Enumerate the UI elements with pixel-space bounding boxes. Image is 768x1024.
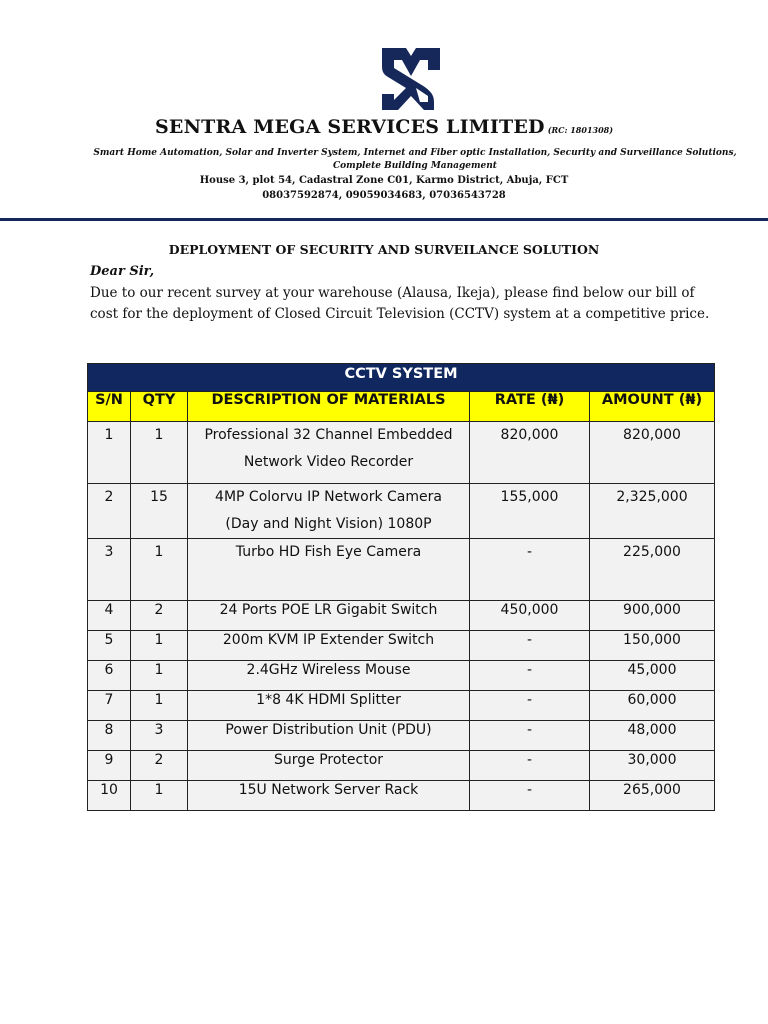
cell-qty: 1: [131, 781, 188, 811]
column-header-qty: QTY: [131, 392, 188, 422]
table-row: [88, 691, 715, 721]
cell-description: [188, 484, 470, 539]
cell-rate: -: [470, 661, 590, 691]
description-line: Turbo HD Fish Eye Camera: [235, 544, 422, 560]
table-row: [88, 781, 715, 811]
cell-amount: 30,000: [590, 751, 715, 781]
cell-amount: 265,000: [590, 781, 715, 811]
description-line: 4MP Colorvu IP Network Camera: [215, 489, 442, 505]
cell-sn: 9: [88, 751, 131, 781]
cell-qty: 1: [131, 661, 188, 691]
cell-amount: 225,000: [590, 539, 715, 601]
column-header-amount: AMOUNT (₦): [590, 392, 715, 422]
cell-rate: -: [470, 631, 590, 661]
cell-rate: 820,000: [470, 422, 590, 484]
cell-description: 1*8 4K HDMI Splitter: [188, 691, 470, 721]
letter-body-line: Due to our recent survey at your warehouse (Alausa, Ikeja), please find below our bill of: [90, 285, 695, 301]
cell-rate: -: [470, 721, 590, 751]
company-phones: 08037592874, 09059034683, 07036543728: [262, 190, 506, 201]
cell-description: 15U Network Server Rack: [188, 781, 470, 811]
description-line: (Day and Night Vision) 1080P: [225, 516, 432, 532]
sm-monogram-logo-icon: [376, 44, 446, 114]
table-row: [88, 631, 715, 661]
cell-description: 2.4GHz Wireless Mouse: [188, 661, 470, 691]
cell-amount: 820,000: [590, 422, 715, 484]
salutation: Dear Sir,: [90, 264, 155, 279]
bill-of-cost-table: [87, 363, 715, 811]
cell-qty: 15: [131, 484, 188, 539]
cell-sn: 6: [88, 661, 131, 691]
cell-qty: 2: [131, 601, 188, 631]
cell-description: [188, 539, 470, 601]
company-header: [0, 116, 768, 138]
description-line: Professional 32 Channel Embedded: [204, 427, 453, 443]
company-tagline: Smart Home Automation, Solar and Inverter System, Internet and Fiber optic Installation, Security and Surveillance Solutions, Complete Building Management: [93, 148, 737, 171]
table-title: CCTV SYSTEM: [88, 364, 715, 392]
cell-qty: 1: [131, 539, 188, 601]
cell-description: Power Distribution Unit (PDU): [188, 721, 470, 751]
company-name: SENTRA MEGA SERVICES LIMITED: [155, 116, 545, 138]
cell-description: Surge Protector: [188, 751, 470, 781]
table-title-row: [88, 364, 715, 392]
cell-sn: 3: [88, 539, 131, 601]
cell-amount: 60,000: [590, 691, 715, 721]
cell-rate: 450,000: [470, 601, 590, 631]
letter-body: [90, 283, 710, 325]
cell-sn: 1: [88, 422, 131, 484]
rc-number: (RC: 1801308): [547, 125, 613, 135]
table-row: [88, 601, 715, 631]
letterhead-divider: [0, 218, 768, 221]
cell-qty: 1: [131, 631, 188, 661]
cell-qty: 2: [131, 751, 188, 781]
table-row: [88, 484, 715, 539]
cell-rate: -: [470, 691, 590, 721]
table-row: [88, 539, 715, 601]
letter-body-line: cost for the deployment of Closed Circuit Television (CCTV) system at a competitive price.: [90, 306, 710, 322]
column-header-description: DESCRIPTION OF MATERIALS: [188, 392, 470, 422]
column-header-sn: S/N: [88, 392, 131, 422]
cell-rate: -: [470, 539, 590, 601]
cell-description: 200m KVM IP Extender Switch: [188, 631, 470, 661]
cell-description: [188, 422, 470, 484]
cell-qty: 1: [131, 691, 188, 721]
cell-sn: 10: [88, 781, 131, 811]
table-row: [88, 721, 715, 751]
company-address: House 3, plot 54, Cadastral Zone C01, Karmo District, Abuja, FCT: [199, 175, 569, 186]
cell-sn: 7: [88, 691, 131, 721]
cell-sn: 8: [88, 721, 131, 751]
column-header-rate: RATE (₦): [470, 392, 590, 422]
table-row: [88, 751, 715, 781]
letter-subject: DEPLOYMENT OF SECURITY AND SURVEILANCE SOLUTION: [168, 242, 600, 257]
cell-amount: 45,000: [590, 661, 715, 691]
table-row: [88, 661, 715, 691]
cell-sn: 5: [88, 631, 131, 661]
cell-rate: -: [470, 781, 590, 811]
cell-sn: 2: [88, 484, 131, 539]
cell-amount: 900,000: [590, 601, 715, 631]
cell-description: 24 Ports POE LR Gigabit Switch: [188, 601, 470, 631]
cell-rate: 155,000: [470, 484, 590, 539]
cell-amount: 48,000: [590, 721, 715, 751]
cell-qty: 3: [131, 721, 188, 751]
table-header-row: [88, 392, 715, 422]
cell-qty: 1: [131, 422, 188, 484]
cell-sn: 4: [88, 601, 131, 631]
description-line: Network Video Recorder: [243, 454, 414, 470]
cell-amount: 2,325,000: [590, 484, 715, 539]
table-row: [88, 422, 715, 484]
cell-amount: 150,000: [590, 631, 715, 661]
cell-rate: -: [470, 751, 590, 781]
